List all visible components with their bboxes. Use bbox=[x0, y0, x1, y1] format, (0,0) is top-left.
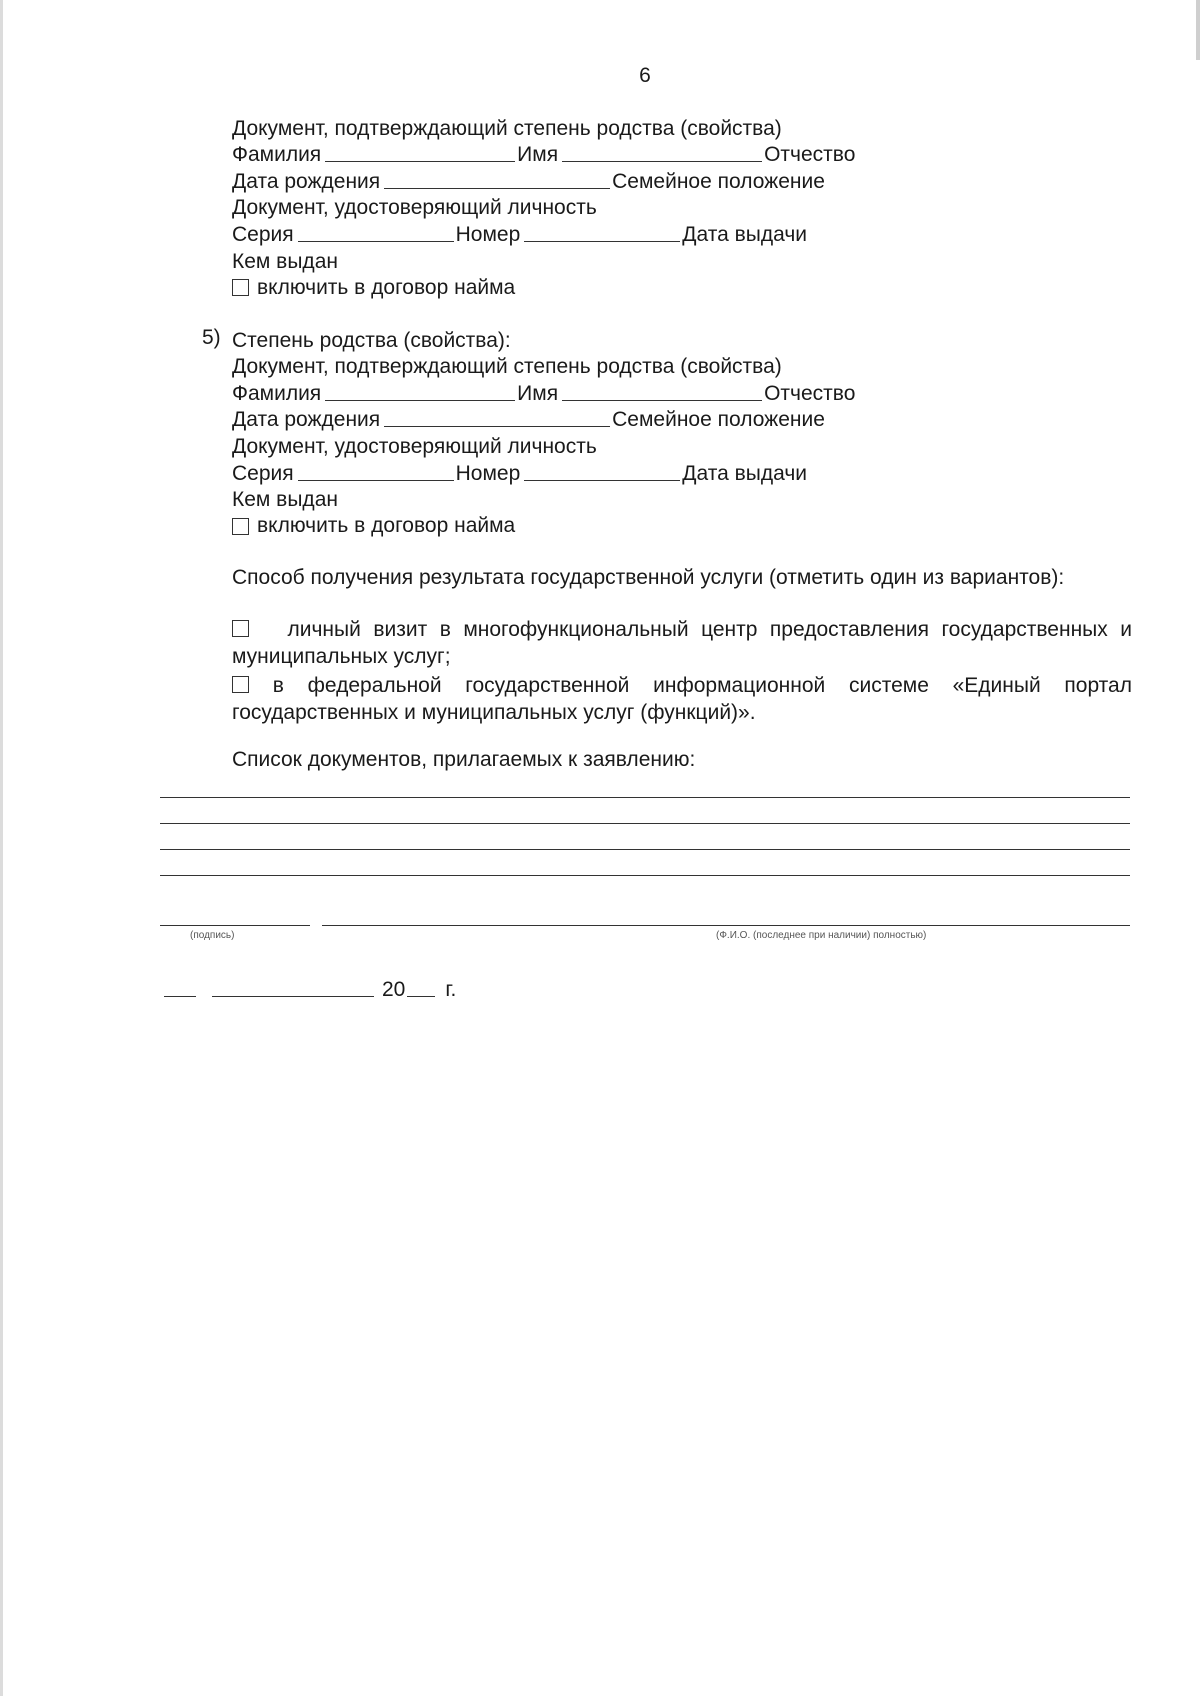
documents-line-3[interactable] bbox=[160, 849, 1130, 850]
series-label: Серия bbox=[232, 222, 294, 246]
include-contract-checkbox[interactable] bbox=[232, 518, 249, 535]
option-portal-row bbox=[160, 672, 1132, 726]
issue-date-label: Дата выдачи bbox=[682, 461, 808, 485]
year-field[interactable] bbox=[407, 995, 435, 997]
date-line bbox=[160, 978, 456, 1002]
kinship-document-label: Документ, подтверждающий степень родства (свойства) bbox=[232, 116, 782, 140]
signature-line[interactable] bbox=[160, 925, 310, 926]
id-document-label: Документ, удостоверяющий личность bbox=[232, 434, 597, 458]
person4-block bbox=[232, 114, 1132, 302]
year-suffix: г. bbox=[445, 978, 457, 1001]
surname-field[interactable] bbox=[325, 160, 515, 162]
id-document-row bbox=[232, 432, 1132, 459]
documents-list-heading bbox=[160, 746, 1132, 773]
number-field[interactable] bbox=[524, 240, 680, 242]
scan-edge-right bbox=[1196, 0, 1200, 60]
name-label: Имя bbox=[517, 381, 559, 405]
signature-caption: (подпись) bbox=[190, 930, 235, 941]
birth-date-label: Дата рождения bbox=[232, 408, 381, 432]
year-prefix: 20 bbox=[382, 978, 406, 1001]
name-field[interactable] bbox=[562, 399, 762, 401]
kinship-document-row bbox=[232, 114, 1132, 141]
kinship-row bbox=[232, 326, 1132, 353]
issued-by-row bbox=[232, 247, 1132, 274]
include-contract-label: включить в договор найма bbox=[257, 275, 516, 299]
option-mfc-row bbox=[160, 616, 1132, 670]
surname-field[interactable] bbox=[325, 399, 515, 401]
name-row bbox=[232, 141, 1132, 168]
series-label: Серия bbox=[232, 461, 294, 485]
birth-date-field[interactable] bbox=[384, 425, 610, 427]
option-portal-checkbox[interactable] bbox=[232, 676, 249, 693]
option-mfc-checkbox[interactable] bbox=[232, 620, 249, 637]
include-contract-row bbox=[232, 274, 1132, 302]
birth-row bbox=[232, 406, 1132, 433]
documents-line-4[interactable] bbox=[160, 875, 1130, 876]
documents-list-label: Список документов, прилагаемых к заявлению: bbox=[232, 748, 696, 771]
full-name-line[interactable] bbox=[322, 925, 1130, 926]
patronymic-label: Отчество bbox=[764, 381, 856, 405]
month-field[interactable] bbox=[212, 995, 374, 997]
name-label: Имя bbox=[517, 143, 559, 167]
number-label: Номер bbox=[455, 222, 521, 246]
birth-date-label: Дата рождения bbox=[232, 169, 381, 193]
include-contract-checkbox[interactable] bbox=[232, 279, 249, 296]
series-row bbox=[232, 459, 1132, 486]
issue-date-label: Дата выдачи bbox=[682, 222, 808, 246]
id-document-row bbox=[232, 194, 1132, 221]
number-field[interactable] bbox=[524, 479, 680, 481]
include-contract-label: включить в договор найма bbox=[257, 514, 516, 538]
series-field[interactable] bbox=[298, 240, 454, 242]
patronymic-label: Отчество bbox=[764, 143, 856, 167]
kinship-document-label: Документ, подтверждающий степень родства (свойства) bbox=[232, 355, 782, 379]
documents-line-2[interactable] bbox=[160, 823, 1130, 824]
number-label: Номер bbox=[455, 461, 521, 485]
person5-block bbox=[232, 326, 1132, 540]
series-field[interactable] bbox=[298, 479, 454, 481]
documents-line-1[interactable] bbox=[160, 797, 1130, 798]
name-row bbox=[232, 379, 1132, 406]
series-row bbox=[232, 220, 1132, 247]
marital-status-label: Семейное положение bbox=[612, 169, 825, 193]
option-mfc-label: личный визит в многофункциональный центр предоставления государственных и муниципальных услуг; bbox=[232, 618, 1132, 668]
surname-label: Фамилия bbox=[232, 381, 322, 405]
birth-date-field[interactable] bbox=[384, 187, 610, 189]
result-method-text: Способ получения результата государственной услуги (отметить один из вариантов): bbox=[232, 566, 1065, 589]
result-method-heading bbox=[160, 564, 1132, 591]
day-field[interactable] bbox=[164, 995, 196, 997]
issued-by-row bbox=[232, 486, 1132, 513]
scan-edge-left bbox=[0, 0, 3, 1696]
kinship-label: Степень родства (свойства): bbox=[232, 328, 511, 352]
kinship-document-row bbox=[232, 353, 1132, 380]
birth-row bbox=[232, 167, 1132, 194]
marital-status-label: Семейное положение bbox=[612, 408, 825, 432]
full-name-caption: (Ф.И.О. (последнее при наличии) полностью) bbox=[716, 930, 927, 941]
id-document-label: Документ, удостоверяющий личность bbox=[232, 196, 597, 220]
item-number-5: 5) bbox=[202, 326, 221, 349]
issued-by-label: Кем выдан bbox=[232, 488, 338, 512]
issued-by-label: Кем выдан bbox=[232, 249, 338, 273]
include-contract-row bbox=[232, 512, 1132, 540]
option-portal-label: в федеральной государственной информационной системе «Единый портал государственных и муниципальных услуг (функций)». bbox=[232, 674, 1132, 724]
name-field[interactable] bbox=[562, 160, 762, 162]
page-number: 6 bbox=[639, 64, 651, 87]
surname-label: Фамилия bbox=[232, 143, 322, 167]
